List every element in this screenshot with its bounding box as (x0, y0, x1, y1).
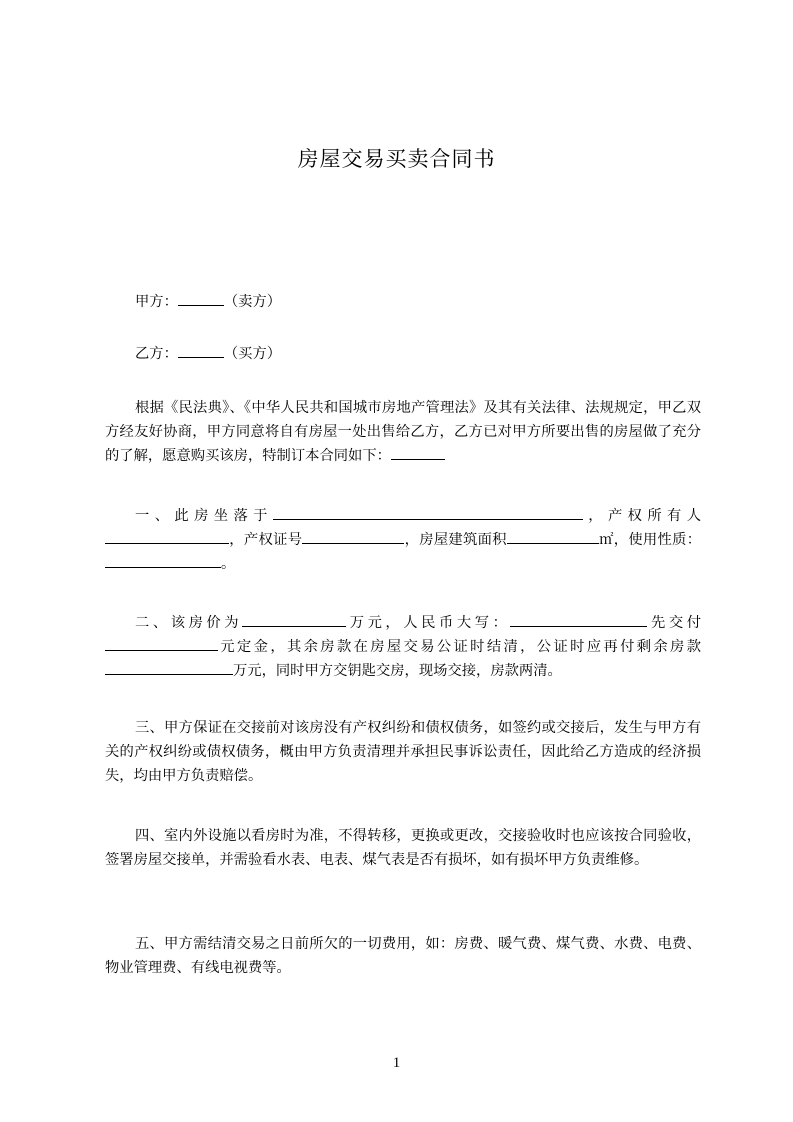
certificate-number-blank[interactable] (302, 528, 404, 544)
clause2-remaining-label: 元定金，其余房款在房屋交易公证时结清，公证时应再付剩余房款 (218, 639, 701, 655)
clause1-area-label: ，房屋建筑面积 (404, 532, 507, 548)
clause1-cert-label: ，产权证号 (229, 532, 303, 548)
party-a-name-blank[interactable] (178, 290, 224, 306)
preamble-paragraph (105, 396, 701, 468)
party-b-role: （买方） (223, 346, 282, 362)
clause-3: 三、甲方保证在交接前对该房没有产权纠纷和债权债务，如签约或交接后，发生与甲方有关的产权纠纷或债权债务，概由甲方负责清理并承担民事诉讼责任，因此给乙方造成的经济损失，均由甲方负责赔偿。 (105, 720, 701, 784)
clause2-uppercase-label: 万元，人民币大写： (346, 615, 511, 631)
clause-4: 四、室内外设施以看房时为准，不得转移，更换或更改，交接验收时也应该按合同验收，签署房屋交接单，并需验看水表、电表、煤气表是否有损坏，如有损坏甲方负责维修。 (105, 828, 701, 868)
clause1-end: 。 (221, 556, 236, 572)
usage-type-blank[interactable] (105, 552, 221, 568)
party-b-name-blank[interactable] (178, 342, 224, 358)
building-area-blank[interactable] (507, 528, 599, 544)
page-number: 1 (392, 1055, 401, 1071)
property-location-blank[interactable] (273, 504, 583, 520)
party-a-label: 甲方： (135, 294, 178, 310)
clause-1 (105, 504, 701, 576)
preamble-blank[interactable] (391, 444, 445, 460)
price-uppercase-blank[interactable] (510, 611, 647, 627)
party-a-line (135, 290, 281, 314)
clause2-deposit-label: 先交付 (647, 615, 702, 631)
remaining-payment-blank[interactable] (105, 659, 233, 675)
clause2-end: 万元，同时甲方交钥匙交房，现场交接，房款两清。 (233, 663, 562, 679)
clause2-price-label: 二、该房价为 (135, 615, 243, 631)
price-blank[interactable] (242, 611, 346, 627)
document-title: 房屋交易买卖合同书 (297, 147, 496, 171)
deposit-blank[interactable] (105, 635, 218, 651)
property-owner-blank[interactable] (105, 528, 229, 544)
party-b-line (135, 342, 281, 366)
party-a-role: （卖方） (223, 294, 282, 310)
party-b-label: 乙方： (135, 346, 178, 362)
clause1-usage-label: ㎡，使用性质： (598, 532, 702, 548)
clause-2 (105, 611, 701, 683)
clause-5: 五、甲方需结清交易之日前所欠的一切费用，如：房费、暖气费、煤气费、水费、电费、物业管理费、有线电视费等。 (105, 936, 701, 976)
preamble-text: 根据《民法典》、《中华人民共和国城市房地产管理法》及其有关法律、法规规定，甲乙双方经友好协商，甲方同意将自有房屋一处出售给乙方，乙方已对甲方所要出售的房屋做了充分的了解，愿意购买该房，特制订本合同如下： (105, 400, 701, 464)
clause1-location-label: 一、此房坐落于 (135, 508, 273, 524)
clause1-owner-label: ，产权所有人 (582, 508, 702, 524)
